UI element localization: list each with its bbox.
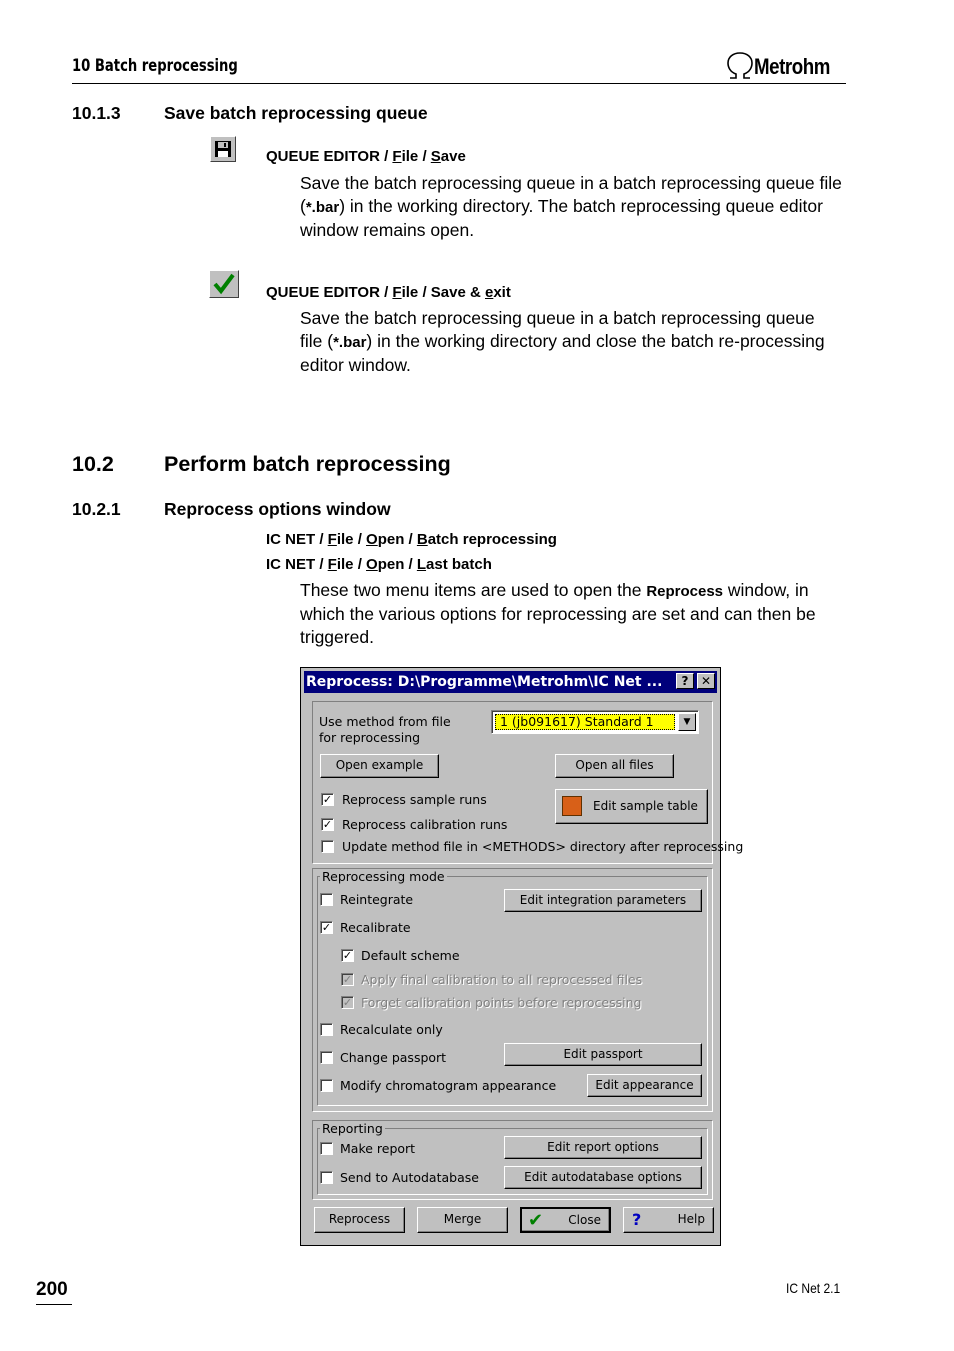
reporting-panel bbox=[312, 1120, 713, 1200]
product-name: IC Net 2.1 bbox=[786, 1280, 841, 1296]
forget-calibration-points-label: Forget calibration points before reprocessing bbox=[361, 995, 642, 1010]
default-scheme-checkbox[interactable]: ✓ bbox=[342, 949, 353, 962]
change-passport-label: Change passport bbox=[340, 1050, 447, 1065]
close-button[interactable] bbox=[520, 1207, 611, 1233]
reporting-legend: Reporting bbox=[322, 1121, 383, 1136]
method-label-1: Use method from file bbox=[319, 714, 451, 729]
menu-path-batch: IC NET / File / Open / Batch reprocessing bbox=[266, 531, 557, 548]
method-select[interactable] bbox=[491, 710, 699, 734]
recalibrate-checkbox[interactable]: ✓ bbox=[321, 921, 332, 934]
section-title-10-1-3: Save batch reprocessing queue bbox=[164, 103, 428, 123]
reprocess-button[interactable]: Reprocess bbox=[314, 1207, 405, 1233]
make-report-label: Make report bbox=[340, 1141, 416, 1156]
open-example-button[interactable]: Open example bbox=[320, 754, 439, 778]
sample-table-icon bbox=[562, 796, 582, 816]
change-passport-checkbox[interactable] bbox=[320, 1051, 333, 1064]
modify-appearance-label: Modify chromatogram appearance bbox=[340, 1078, 557, 1093]
reprocess-calibration-runs-label: Reprocess calibration runs bbox=[342, 817, 508, 832]
chapter-header: 10 Batch reprocessing bbox=[72, 56, 238, 76]
update-method-file-checkbox[interactable] bbox=[321, 840, 334, 853]
section-number-10-2-1: 10.2.1 bbox=[72, 499, 121, 519]
menu-path-last-batch: IC NET / File / Open / Last batch bbox=[266, 556, 492, 573]
merge-button[interactable]: Merge bbox=[417, 1207, 508, 1233]
menu-path-save: QUEUE EDITOR / File / Save bbox=[266, 148, 466, 165]
reintegrate-label: Reintegrate bbox=[340, 892, 414, 907]
apply-final-calibration-label: Apply final calibration to all reprocessed files bbox=[361, 972, 643, 987]
footer-rule bbox=[36, 1304, 72, 1305]
save-exit-description: Save the batch reprocessing queue in a batch reprocessing queue file (*.bar) in the working directory and close the batch re-processing editor window. bbox=[300, 308, 825, 375]
question-icon: ? bbox=[632, 1210, 642, 1229]
reprocessing-mode-legend: Reprocessing mode bbox=[322, 869, 445, 884]
edit-sample-table-button[interactable] bbox=[555, 789, 708, 824]
recalculate-only-checkbox[interactable] bbox=[320, 1023, 333, 1036]
reprocess-dialog bbox=[300, 667, 744, 1246]
reprocess-description: These two menu items are used to open the Reprocess window, in which the various options for reprocessing are set and can then be triggered. bbox=[300, 580, 816, 647]
method-label-2: for reprocessing bbox=[319, 730, 421, 745]
dropdown-arrow-icon[interactable]: ▼ bbox=[678, 713, 696, 731]
edit-sample-table-label: Edit sample table bbox=[593, 799, 698, 813]
update-method-file-label: Update method file in <METHODS> directory after reprocessing bbox=[342, 839, 744, 854]
save-exit-toolbar-icon bbox=[209, 270, 239, 298]
open-all-files-button[interactable]: Open all files bbox=[555, 754, 674, 778]
help-title-button[interactable]: ? bbox=[676, 673, 694, 689]
make-report-checkbox[interactable] bbox=[320, 1142, 333, 1155]
default-scheme-label: Default scheme bbox=[361, 948, 460, 963]
help-button[interactable] bbox=[623, 1207, 714, 1233]
modify-appearance-checkbox[interactable] bbox=[320, 1079, 333, 1092]
close-button-label: Close bbox=[568, 1213, 601, 1227]
logo-text: Metrohm bbox=[754, 54, 830, 79]
method-select-value: 1 (jb091617) Standard 1 bbox=[495, 714, 675, 730]
section-title-10-2: Perform batch reprocessing bbox=[164, 452, 451, 476]
edit-autodatabase-options-button[interactable]: Edit autodatabase options bbox=[504, 1166, 702, 1189]
checkmark-icon: ✔ bbox=[528, 1210, 544, 1231]
recalculate-only-label: Recalculate only bbox=[340, 1022, 443, 1037]
reprocess-sample-runs-checkbox[interactable]: ✓ bbox=[322, 793, 333, 806]
edit-passport-button[interactable]: Edit passport bbox=[504, 1043, 702, 1066]
reprocess-calibration-runs-checkbox[interactable]: ✓ bbox=[322, 818, 333, 831]
edit-appearance-button[interactable]: Edit appearance bbox=[587, 1074, 702, 1097]
help-button-label: Help bbox=[677, 1212, 705, 1226]
send-autodatabase-label: Send to Autodatabase bbox=[340, 1170, 479, 1185]
dialog-title-bar: Reprocess: D:\Programme\Metrohm\IC Net ... bbox=[304, 671, 717, 693]
section-number-10-2: 10.2 bbox=[72, 452, 114, 476]
section-number-10-1-3: 10.1.3 bbox=[72, 103, 121, 123]
edit-integration-parameters-button[interactable]: Edit integration parameters bbox=[504, 889, 702, 912]
reintegrate-checkbox[interactable] bbox=[320, 893, 333, 906]
page-number: 200 bbox=[36, 1279, 68, 1300]
send-autodatabase-checkbox[interactable] bbox=[320, 1171, 333, 1184]
recalibrate-label: Recalibrate bbox=[340, 920, 411, 935]
apply-final-calibration-checkbox: ✓ bbox=[342, 973, 353, 986]
edit-report-options-button[interactable]: Edit report options bbox=[504, 1136, 702, 1159]
reprocessing-mode-panel bbox=[312, 868, 713, 1112]
reprocess-sample-runs-label: Reprocess sample runs bbox=[342, 792, 487, 807]
header-rule bbox=[72, 83, 846, 84]
method-panel bbox=[312, 701, 744, 864]
menu-path-save-exit: QUEUE EDITOR / File / Save & exit bbox=[266, 284, 511, 301]
save-toolbar-icon bbox=[210, 136, 236, 162]
forget-calibration-points-checkbox: ✓ bbox=[342, 996, 353, 1009]
close-title-button[interactable]: ✕ bbox=[697, 673, 715, 689]
save-description: Save the batch reprocessing queue in a batch reprocessing queue file (*.bar) in the working directory. The batch reprocessing queue editor window remains open. bbox=[300, 173, 842, 240]
section-title-10-2-1: Reprocess options window bbox=[164, 499, 391, 519]
